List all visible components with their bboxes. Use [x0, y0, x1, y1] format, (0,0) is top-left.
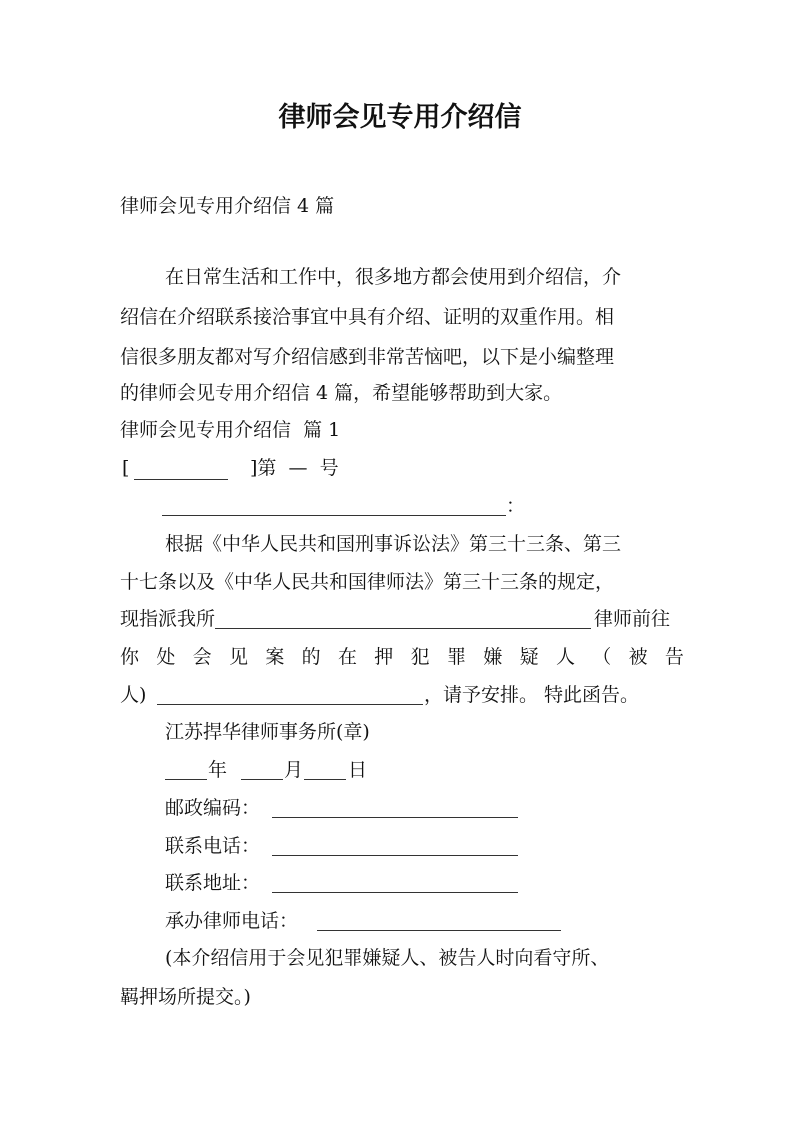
document-subtitle: 律师会见专用介绍信 4 篇 — [120, 195, 335, 217]
body-line-2: 十七条以及《中华人民共和国律师法》第三十三条的规定， — [120, 571, 615, 593]
body-line-4-char: 人 — [555, 646, 575, 668]
body-line-4 — [120, 645, 684, 669]
lawyer-phone-label: 承办律师电话： — [165, 910, 299, 932]
date-day-label: 日 — [348, 759, 368, 781]
body-line-4-char: 犯 — [410, 646, 430, 668]
addressee-colon: ： — [506, 495, 526, 517]
phone-blank — [272, 854, 518, 856]
body-line-4-char: 案 — [265, 646, 285, 668]
ref-number-blank — [134, 478, 228, 480]
body-line-1: 根据《中华人民共和国刑事诉讼法》第三十三条、第三 — [165, 533, 622, 555]
firm-seal: 江苏捍华律师事务所(章) — [165, 721, 370, 743]
body-line-3-prefix: 现指派我所 — [120, 608, 216, 630]
intro-line-2: 绍信在介绍联系接洽事宜中具有介绍、证明的双重作用。相 — [120, 306, 615, 328]
body-line-4-char: 被 — [628, 646, 648, 668]
body-line-5-prefix: 人) — [120, 684, 147, 706]
intro-line-1: 在日常生活和工作中，很多地方都会使用到介绍信，介 — [165, 266, 622, 288]
body-line-5-suffix: ，请予安排。 特此函告。 — [424, 684, 640, 706]
day-blank — [304, 778, 346, 780]
ref-bracket-open: [ — [122, 457, 130, 479]
section-heading: 律师会见专用介绍信 篇 1 — [120, 419, 341, 441]
body-line-3-suffix: 律师前往 — [594, 608, 671, 630]
body-line-4-char: 处 — [156, 646, 176, 668]
addressee-blank — [162, 514, 506, 516]
month-blank — [241, 778, 283, 780]
body-line-4-char: 会 — [192, 646, 212, 668]
body-line-4-char: 押 — [374, 646, 394, 668]
body-line-4-char: 嫌 — [483, 646, 503, 668]
intro-line-3: 信很多朋友都对写介绍信感到非常苦恼吧，以下是小编整理 — [120, 346, 615, 368]
body-line-4-char: 罪 — [446, 646, 466, 668]
address-blank — [272, 891, 518, 893]
body-line-4-char: 告 — [664, 646, 684, 668]
body-line-4-char: 疑 — [519, 646, 539, 668]
intro-line-4: 的律师会见专用介绍信 4 篇，希望能够帮助到大家。 — [120, 382, 563, 404]
body-line-4-char: 见 — [228, 646, 248, 668]
defendant-name-blank — [157, 703, 423, 705]
lawyer-name-blank — [215, 627, 591, 629]
note-line-1: (本介绍信用于会见犯罪嫌疑人、被告人时向看守所、 — [165, 947, 610, 969]
document-title: 律师会见专用介绍信 — [278, 102, 522, 133]
address-label: 联系地址： — [165, 872, 261, 894]
body-line-4-char: 你 — [120, 646, 140, 668]
note-line-2: 羁押场所提交。) — [120, 986, 251, 1008]
year-blank — [165, 778, 207, 780]
postal-code-label: 邮政编码： — [165, 797, 261, 819]
phone-label: 联系电话： — [165, 835, 261, 857]
ref-bracket-close: ]第 — 号 — [250, 457, 339, 479]
postal-code-blank — [272, 816, 518, 818]
body-line-4-char: 在 — [337, 646, 357, 668]
body-line-4-char: （ — [592, 646, 612, 668]
date-month-label: 月 — [284, 759, 304, 781]
date-year-label: 年 — [208, 759, 228, 781]
body-line-4-char: 的 — [301, 646, 321, 668]
lawyer-phone-blank — [317, 929, 561, 931]
